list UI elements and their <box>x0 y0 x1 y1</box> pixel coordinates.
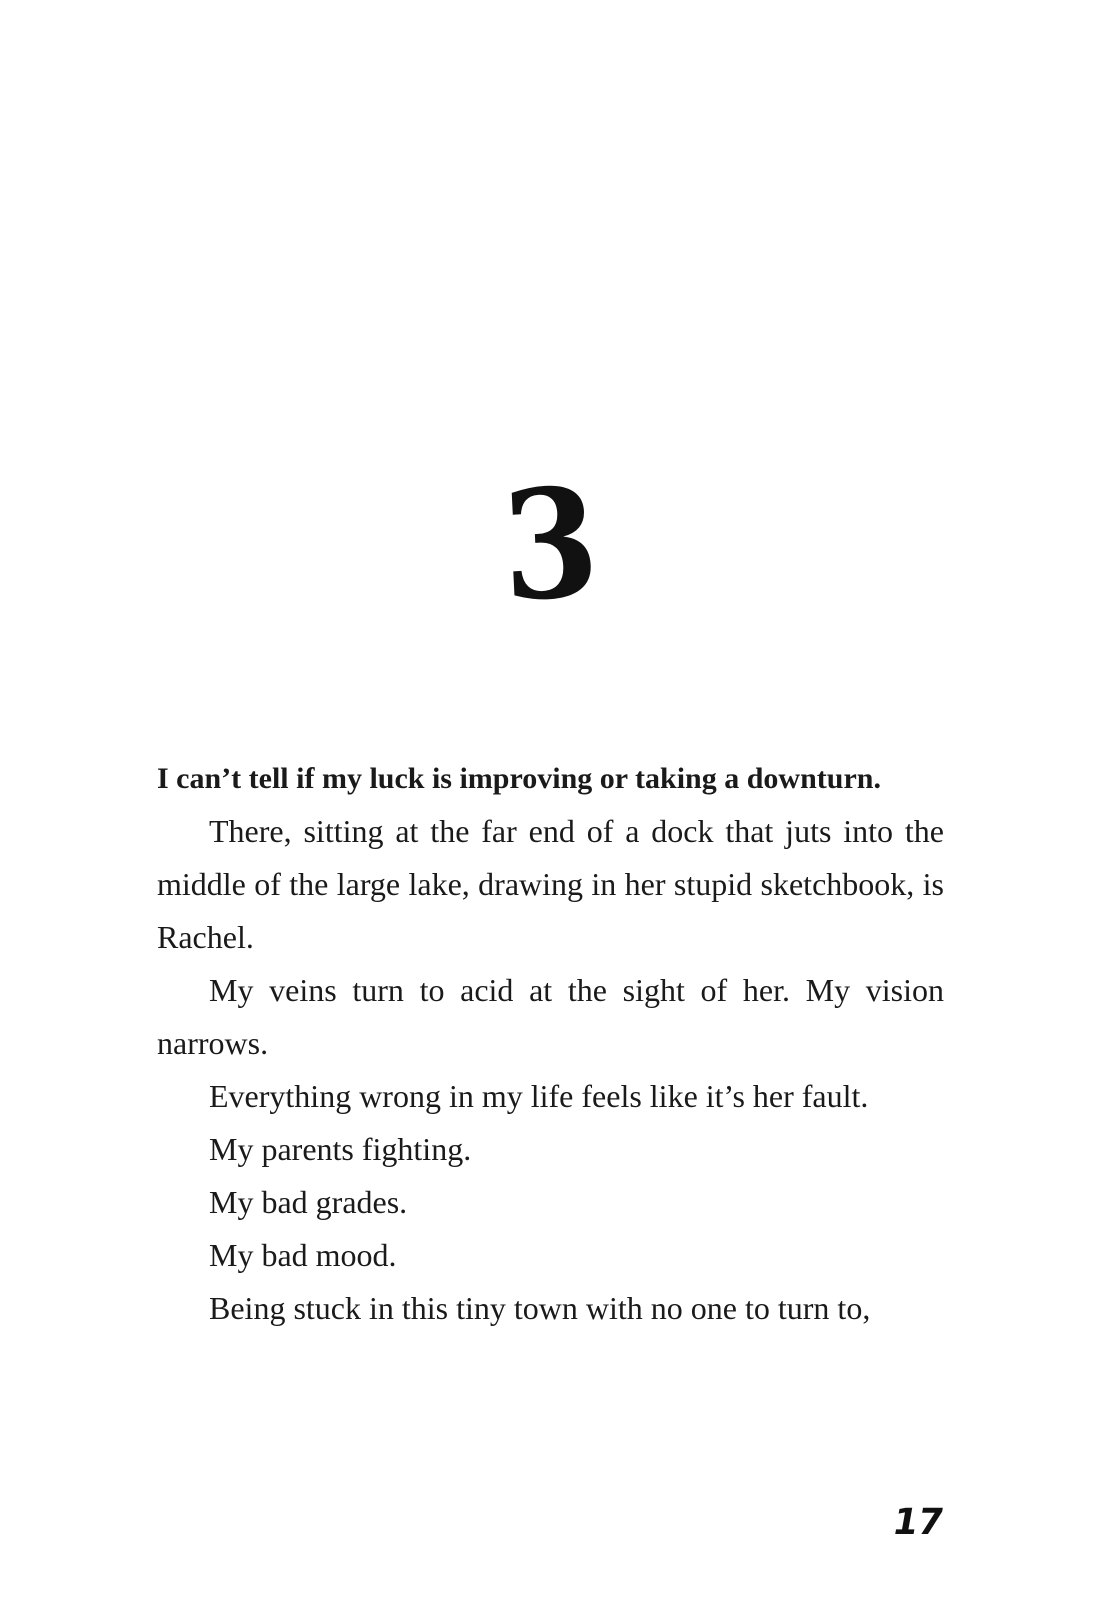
paragraph: My parents fighting. <box>209 1131 472 1167</box>
paragraph: My bad grades. <box>209 1184 408 1220</box>
body-text <box>157 752 944 1335</box>
paragraph: My bad mood. <box>209 1237 397 1273</box>
paragraph: There, sitting at the far end of a dock that juts into the middle of the large lake, drawing in her stupid sketchbook, is Rachel. <box>157 813 944 955</box>
opening-paragraph: I can’t tell if my luck is improving or taking a downturn. <box>157 762 881 795</box>
chapter-number: 3 <box>498 454 603 636</box>
paragraph: Everything wrong in my life feels like it’s her fault. <box>209 1078 869 1114</box>
page-number: 17 <box>889 1502 947 1543</box>
paragraph: Being stuck in this tiny town with no one to turn to, <box>209 1290 871 1326</box>
paragraph: My veins turn to acid at the sight of her. My vision narrows. <box>157 972 944 1061</box>
